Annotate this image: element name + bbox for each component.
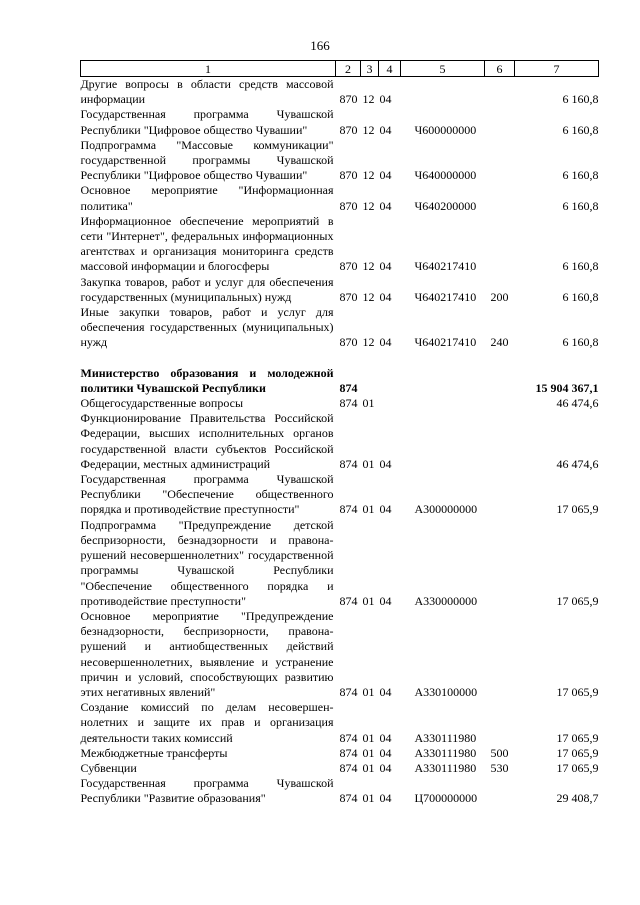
row-amount: 17 065,9 (556, 760, 599, 775)
row-target-article: А330111980 (414, 760, 477, 775)
row-subsection: 04 (379, 745, 392, 760)
row-amount: 17 065,9 (556, 684, 599, 699)
table-row (81, 275, 599, 305)
table-row (81, 746, 599, 761)
table-row (81, 366, 599, 396)
row-section: 12 (362, 335, 375, 350)
row-name: Создание комиссий по делам несовершеннолетних и защите их прав и организация деятельности таких комиссий (80, 700, 334, 745)
row-target-article (401, 396, 485, 411)
row-expense-type: 240 (490, 335, 509, 350)
row-name: Информационное обеспечение мероприятий в сети "Интернет", федеральных информационных агентствах и организация мониторинга средств массовой информации и блогосферы (80, 213, 334, 274)
row-section: 01 (362, 684, 375, 699)
row-section: 12 (362, 168, 375, 183)
row-expense-type (485, 214, 515, 275)
row-subsection: 04 (379, 92, 392, 107)
row-section (361, 366, 379, 396)
row-name: Подпрограмма "Массовые коммуникации" государственной программы Чувашской Республики "Цифровое общество Чувашии" (80, 137, 334, 183)
row-amount: 29 408,7 (556, 791, 599, 806)
row-name: Основное мероприятие "Информационная политика" (80, 183, 334, 213)
row-subsection: 04 (379, 684, 392, 699)
row-amount: 17 065,9 (556, 593, 599, 608)
row-section: 01 (362, 593, 375, 608)
table-row (81, 77, 599, 108)
row-expense-type (485, 138, 515, 184)
row-code: 874 (339, 396, 358, 411)
row-subsection (379, 396, 401, 411)
table-header-row (81, 61, 599, 77)
row-expense-type: 500 (490, 745, 509, 760)
row-amount: 46 474,6 (556, 396, 599, 411)
row-expense-type (485, 411, 515, 472)
row-section: 01 (362, 456, 375, 471)
row-expense-type (485, 472, 515, 518)
row-target-article: Ц700000000 (414, 791, 478, 806)
row-subsection: 04 (379, 198, 392, 213)
page-number: 166 (310, 38, 330, 53)
row-expense-type (485, 700, 515, 746)
row-amount: 6 160,8 (562, 92, 599, 107)
row-section: 01 (362, 396, 375, 411)
table-row (81, 305, 599, 351)
row-expense-type: 530 (490, 760, 509, 775)
table-row (81, 700, 599, 746)
row-code: 874 (339, 593, 358, 608)
row-code: 874 (339, 380, 358, 395)
row-name: Функционирование Правительства Российской Федерации, высших исполнительных органов государственной власти субъектов Российской Федерации, местных администраций (80, 411, 334, 471)
row-section: 12 (362, 198, 375, 213)
row-amount: 15 904 367,1 (535, 380, 599, 395)
row-subsection: 04 (379, 593, 392, 608)
table-row (81, 518, 599, 609)
row-code: 870 (339, 335, 358, 350)
row-target-article: Ч640000000 (414, 168, 477, 183)
row-target-article (401, 366, 485, 396)
header-col-4: 4 (379, 61, 401, 77)
row-amount: 6 160,8 (562, 198, 599, 213)
row-section: 01 (362, 730, 375, 745)
row-expense-type (485, 776, 515, 806)
row-code: 874 (339, 684, 358, 699)
row-code: 870 (339, 259, 358, 274)
row-target-article (401, 77, 485, 108)
table-row (81, 761, 599, 776)
row-subsection: 04 (379, 502, 392, 517)
row-code: 870 (339, 122, 358, 137)
row-subsection: 04 (379, 335, 392, 350)
row-expense-type (485, 609, 515, 700)
header-col-3: 3 (361, 61, 379, 77)
table-row (81, 776, 599, 806)
row-code: 874 (339, 730, 358, 745)
row-amount: 6 160,8 (562, 289, 599, 304)
row-name: Иные закупки товаров, работ и услуг для обеспечения государственных (муниципальных) нужд (80, 305, 334, 350)
row-name: Подпрограмма "Предупреждение детской беспризорности, безнадзорности и правонарушений несовершеннолетних" государственной программы Чувашской Республики "Обеспечение общественного порядка и противодействие преступности" (80, 517, 334, 608)
row-name: Закупка товаров, работ и услуг для обеспечения государственных (муниципальных) нужд (80, 274, 334, 304)
row-target-article: Ч640200000 (414, 198, 477, 213)
row-amount: 6 160,8 (562, 335, 599, 350)
row-subsection: 04 (379, 791, 392, 806)
row-target-article: А300000000 (414, 502, 478, 517)
row-amount: 46 474,6 (556, 456, 599, 471)
row-name: Субвенции (80, 760, 137, 775)
table-row (81, 107, 599, 137)
row-code: 874 (339, 502, 358, 517)
row-target-article: А330111980 (414, 730, 477, 745)
header-col-5: 5 (401, 61, 485, 77)
header-col-6: 6 (485, 61, 515, 77)
row-expense-type (485, 107, 515, 137)
row-code: 870 (339, 168, 358, 183)
row-code: 874 (339, 456, 358, 471)
row-section: 12 (362, 92, 375, 107)
row-target-article (401, 411, 485, 472)
row-target-article: Ч640217410 (414, 289, 477, 304)
row-expense-type (485, 183, 515, 213)
header-col-1: 1 (81, 61, 336, 77)
row-name: Государственная программа Чувашской Республики "Обеспечение общественного порядка и противодействие преступности" (80, 472, 334, 517)
row-target-article: А330111980 (414, 745, 477, 760)
row-subsection: 04 (379, 760, 392, 775)
row-name: Государственная программа Чувашской Республики "Цифровое общество Чувашии" (80, 107, 334, 137)
row-code: 874 (339, 760, 358, 775)
spacer-cell (81, 351, 599, 366)
budget-table (80, 60, 599, 807)
row-expense-type (485, 518, 515, 609)
spacer-row (81, 351, 599, 366)
row-amount: 6 160,8 (562, 122, 599, 137)
table-row (81, 183, 599, 213)
row-amount: 6 160,8 (562, 259, 599, 274)
row-expense-type: 200 (490, 289, 509, 304)
row-subsection: 04 (379, 259, 392, 274)
row-section: 12 (362, 289, 375, 304)
row-code: 874 (339, 745, 358, 760)
row-name: Государственная программа Чувашской Республики "Развитие образования" (80, 776, 334, 806)
row-section: 01 (362, 791, 375, 806)
table-row (81, 472, 599, 518)
row-subsection: 04 (379, 456, 392, 471)
header-col-2: 2 (336, 61, 361, 77)
row-code: 870 (339, 289, 358, 304)
row-expense-type (485, 77, 515, 108)
table-row (81, 396, 599, 411)
row-section: 01 (362, 745, 375, 760)
table-row (81, 411, 599, 472)
row-subsection: 04 (379, 730, 392, 745)
row-target-article: Ч640217410 (414, 335, 477, 350)
row-amount: 6 160,8 (562, 168, 599, 183)
row-subsection: 04 (379, 289, 392, 304)
row-target-article: Ч640217410 (414, 259, 477, 274)
row-code: 870 (339, 198, 358, 213)
row-name: Министерство образования и молодежной политики Чувашской Республики (80, 365, 334, 395)
row-name: Общегосударственные вопросы (80, 396, 244, 411)
row-code: 870 (339, 92, 358, 107)
row-expense-type (485, 366, 515, 396)
row-subsection: 04 (379, 122, 392, 137)
row-subsection: 04 (379, 168, 392, 183)
row-code: 874 (339, 791, 358, 806)
row-section: 01 (362, 760, 375, 775)
row-name: Другие вопросы в области средств массовой информации (80, 77, 334, 107)
row-section: 12 (362, 122, 375, 137)
row-amount: 17 065,9 (556, 745, 599, 760)
header-col-7: 7 (515, 61, 599, 77)
row-subsection (379, 366, 401, 396)
table-row (81, 138, 599, 184)
row-expense-type (485, 396, 515, 411)
row-target-article: Ч600000000 (414, 122, 477, 137)
row-name: Основное мероприятие "Предупреждение безнадзорности, беспризорности, правонарушений и антиобщественных действий несовершеннолетних, выявление и устранение причин и условий, способствующих развитию этих негативных явлений" (80, 608, 334, 699)
table-row (81, 214, 599, 275)
table-row (81, 609, 599, 700)
row-amount: 17 065,9 (556, 502, 599, 517)
row-amount: 17 065,9 (556, 730, 599, 745)
row-section: 12 (362, 259, 375, 274)
row-target-article: А330000000 (414, 593, 478, 608)
row-target-article: А330100000 (414, 684, 478, 699)
row-section: 01 (362, 502, 375, 517)
row-name: Межбюджетные трансферты (80, 745, 228, 760)
